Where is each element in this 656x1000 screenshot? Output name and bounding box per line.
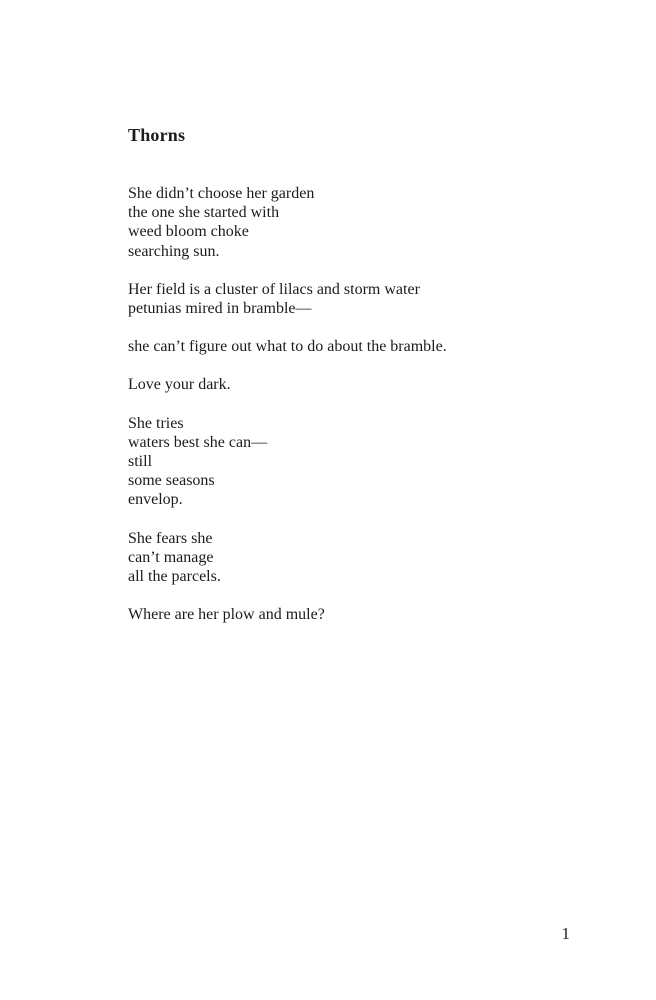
poem-line: She fears she	[128, 529, 213, 547]
poem-line: weed bloom choke	[128, 223, 249, 241]
poem-line: all the parcels.	[128, 568, 221, 586]
poem-line: Love your dark.	[128, 376, 231, 394]
poem-line: envelop.	[128, 491, 183, 509]
poem-title: Thorns	[128, 125, 186, 145]
poem-line: searching sun.	[128, 242, 220, 260]
stanza	[128, 529, 568, 587]
poem-line: some seasons	[128, 472, 215, 490]
poem-line: she can’t figure out what to do about the bramble.	[128, 338, 447, 356]
poem-line: Her field is a cluster of lilacs and storm water	[128, 280, 420, 298]
poem-line: waters best she can—	[128, 433, 268, 451]
poem-line: the one she started with	[128, 204, 280, 222]
stanza	[128, 280, 568, 318]
poem-line: still	[128, 453, 153, 471]
stanza	[128, 337, 568, 356]
stanza	[128, 414, 568, 510]
poem-line: Where are her plow and mule?	[128, 606, 325, 624]
poem-body	[128, 184, 568, 643]
stanza	[128, 184, 568, 261]
poem-line: She tries	[128, 414, 184, 432]
page-number: 1	[561, 924, 570, 943]
poem-line: can’t manage	[128, 548, 214, 566]
poem-line: petunias mired in bramble—	[128, 300, 312, 318]
stanza	[128, 605, 568, 624]
stanza	[128, 375, 568, 394]
poem-line: She didn’t choose her garden	[128, 185, 315, 202]
